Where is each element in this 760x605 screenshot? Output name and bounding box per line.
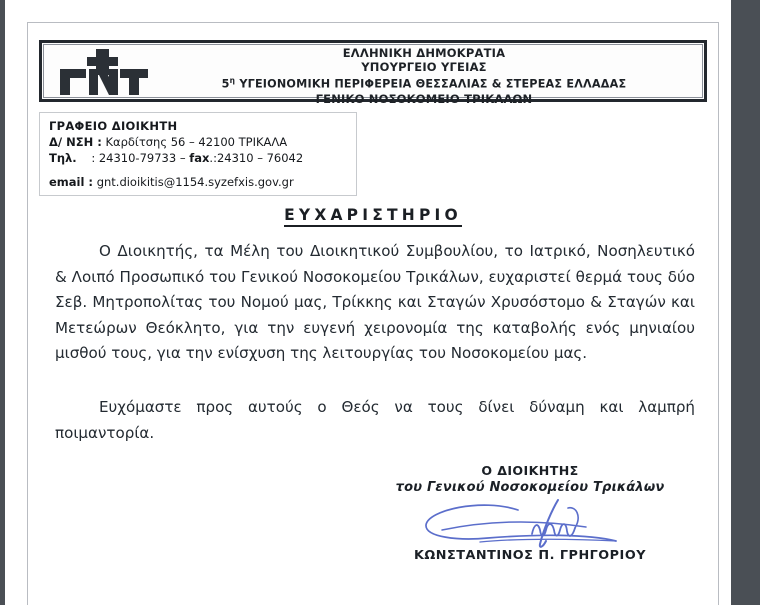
street-label: Δ/ ΝΣΗ :	[49, 135, 102, 149]
region-ordinal-suffix: η	[229, 76, 236, 86]
letterhead-box	[39, 40, 707, 107]
scan-edge-left	[0, 0, 5, 605]
fax-value: .:24310 – 76042	[209, 151, 304, 165]
letterhead-text	[152, 46, 696, 107]
signatory-name: ΚΩΝΣΤΑΝΤΙΝΟΣ Π. ΓΡΗΓΟΡΙΟΥ	[414, 548, 646, 563]
region-name: ΥΓΕΙΟΝΟΜΙΚΗ ΠΕΡΙΦΕΡΕΙΑ ΘΕΣΣΑΛΙΑΣ & ΣΤΕΡΕΑΣ ΕΛΛΑΔΑΣ	[239, 78, 627, 92]
region-number: 5	[221, 78, 230, 92]
paragraph-2-text: Ευχόμαστε προς αυτούς ο Θεός να τους δίνει δύναμη και λαμπρή ποιμαντορία.	[55, 398, 695, 442]
street-value: Καρδίτσης 56 – 42100 ΤΡΙΚΑΛΑ	[105, 135, 288, 149]
document-page	[27, 22, 719, 605]
document-title	[28, 205, 718, 224]
handwritten-signature	[380, 494, 680, 552]
address-block	[39, 112, 357, 196]
body-paragraph-2	[55, 395, 695, 446]
phone-fax-line	[49, 151, 303, 165]
hospital-logo	[56, 47, 152, 99]
letterhead-line-4: ΓΕΝΙΚΟ ΝΟΣΟΚΟΜΕΙΟ ΤΡΙΚΑΛΩΝ	[315, 92, 533, 107]
fax-label: fax	[189, 151, 210, 165]
document-title-text: ΕΥΧΑΡΙΣΤΗΡΙΟ	[284, 206, 462, 227]
signatory-organization: του Γενικού Νοσοκομείου Τρικάλων	[395, 480, 665, 495]
signatory-role: Ο ΔΙΟΙΚΗΤΗΣ	[481, 463, 579, 478]
email-label: email :	[49, 175, 94, 189]
signature-block	[380, 463, 680, 563]
paragraph-1-text: Ο Διοικητής, τα Μέλη του Διοικητικού Συμβουλίου, το Ιατρικό, Νοσηλευτικό & Λοιπό Προσωπικό του Γενικού Νοσοκομείου Τρικάλων, ευχαριστεί θερμά τους δύο Σεβ. Μητροπολίτας του Νομού μας, Τρίκκης και Σταγών Χρυσόστομο & Σταγών και Μετεώρων Θεόκλητο, για την ευγενή χειρονομία της καταβολής ενός μηνιαίου μισθού τους, για την ενίσχυση της λειτουργίας του Νοσοκομείου μας.	[55, 242, 695, 363]
email-line	[49, 175, 294, 189]
street-address	[49, 135, 287, 149]
body-paragraph-1	[55, 239, 695, 367]
letterhead-line-2: ΥΠΟΥΡΓΕΙΟ ΥΓΕΙΑΣ	[361, 60, 487, 75]
phone-label: Τηλ.	[49, 151, 77, 165]
office-name: ΓΡΑΦΕΙΟ ΔΙΟΙΚΗΤΗ	[49, 119, 178, 133]
scan-edge-right	[731, 0, 760, 605]
email-value: gnt.dioikitis@1154.syzefxis.gov.gr	[96, 175, 294, 189]
phone-value: : 24310-79733 –	[91, 151, 186, 165]
letterhead-line-3	[152, 74, 696, 92]
letterhead-line-1: ΕΛΛΗΝΙΚΗ ΔΗΜΟΚΡΑΤΙΑ	[342, 46, 506, 60]
